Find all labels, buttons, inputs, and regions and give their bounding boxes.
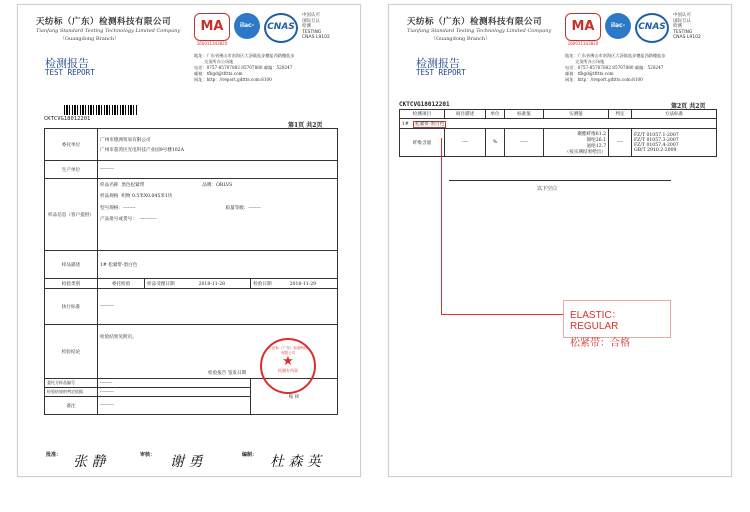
method-cell: FZ/T 01057.1-2007 FZ/T 01057.3-2007 FZ/T 01057.4-2007 GB/T 2910.2-2009 (632, 129, 717, 157)
producer-value: --------- (98, 161, 338, 179)
ilac-logo: ilac-MRA (234, 13, 260, 39)
sample-info: 样品名称 黑色松紧带 品牌：ORLVS 样品规格 织物 0.5米X0.045米1块 型号规格：-------- 质量等级：-------- 产品批号或货号： ----------- (98, 179, 338, 251)
desc-label: 样品描述 (45, 251, 98, 279)
test-date: 检验日期 2018-11-29 (251, 279, 338, 289)
ma-number: 160011343820 (567, 41, 599, 46)
parallel-value: -------- (98, 379, 251, 388)
conclusion-value: 检验结果见附页。 检验报告 签发日期 (98, 325, 338, 379)
results-table (399, 109, 717, 157)
report-title-en: TEST REPORT (416, 68, 466, 77)
header-unit: 单位 (486, 110, 505, 119)
remark-value: --------- (98, 397, 251, 415)
cert-logos (565, 13, 701, 55)
company-name-cn: 天纺标（广东）检测科技有限公司 (407, 17, 543, 27)
company-branch: （Guangdong Branch） (431, 36, 491, 42)
company-contact: 地址：广东省佛山市南海区大沥镇盐步穗盐西路穗盐步 交货所办公场地 电话：0757-85707882 85707880 邮编：528247 邮箱：tfbgd@tfttts.com 网址：http：//report.gdttts.com:8100 (565, 53, 666, 82)
ma-number: 160011343820 (196, 41, 228, 46)
header-desc: 项目描述 (445, 110, 486, 119)
header-measured: 实测值 (544, 110, 609, 119)
approve-label: 批准： (46, 452, 62, 458)
company-name-cn: 天纺标（广东）检测科技有限公司 (36, 17, 172, 27)
report-title-en: TEST REPORT (45, 68, 95, 77)
edit-label: 编制： (242, 452, 258, 458)
highlight-sample-name: 松紧带-黑白色 (415, 121, 445, 127)
pasted-sample: 贴 样 (251, 379, 338, 415)
company-contact: 地址：广东省佛山市南海区大沥镇盐步穗盐西路穗盐步 交货所办公场地 电话：0757-85707882 85707880 邮编：528247 邮箱：tfbgd@tfttts.com 网址：http：//report.gdttts.com:8100 (194, 53, 295, 82)
callout-box (563, 300, 671, 349)
header-std: 标准值 (505, 110, 544, 119)
std-cell: ----- (505, 129, 544, 157)
source-value: --------- (98, 388, 251, 397)
official-stamp: 天纺标（广东）检测科技有限公司 ★ 检测专用章 (260, 338, 316, 394)
receive-date: 样品受理日期 2018-11-28 (145, 279, 251, 289)
desc-value: 1# 松紧带-黑白色 (98, 251, 338, 279)
test-type-label: 检验类别 (45, 279, 98, 289)
cert-logos (194, 13, 330, 55)
approve-signature: 张 静 (73, 454, 106, 470)
measured-cell: 聚酯纤维61.2 锦纶26.1 氨纶12.7 （按实测结果给出） (544, 129, 609, 157)
producer-label: 生产单位 (45, 161, 98, 179)
standard-value: --------- (98, 289, 338, 325)
ma-logo: MA (565, 13, 601, 41)
ilac-logo: ilac-MRA (605, 13, 631, 39)
issue-date: 检验报告 签发日期 (208, 371, 247, 376)
report-page-1 (17, 4, 361, 477)
verdict-cell: ---- (609, 129, 632, 157)
report-page-2 (388, 4, 732, 477)
page-indicator: 第2页 共2页 (671, 103, 706, 110)
page-indicator: 第1页 共2页 (288, 122, 323, 129)
desc-cell: ---- (445, 129, 486, 157)
header-method: 方法标准 (632, 110, 717, 119)
end-line (449, 180, 671, 181)
edit-signature: 杜 森 英 (270, 454, 321, 470)
conclusion-label: 检验结论 (45, 325, 98, 379)
parallel-label: 委托方样品编号 (45, 379, 98, 388)
callout-line-1: ELASTIC：REGULAR (570, 310, 622, 332)
client-value: 广州市德洲贸易有限公司 广州市荔湾区光电科技产业园9号楼102A (98, 129, 338, 161)
company-name-en: Tianfang Standard Testing Technology Limited Company (36, 28, 181, 34)
header-verdict: 判定 (609, 110, 632, 119)
report-title-cn: 检测报告 (416, 57, 460, 70)
stamp-star-icon: ★ (282, 354, 294, 369)
report-number: CKTCVG18012201 (44, 116, 91, 122)
remark-label: 备注 (45, 397, 98, 415)
cnas-logo: CNAS (635, 13, 669, 43)
report-number: CKTCVG18012201 (399, 101, 450, 108)
sample-row: 1# 松紧带-黑白色 (400, 119, 717, 129)
client-label: 委托单位 (45, 129, 98, 161)
standard-label: 执行标准 (45, 289, 98, 325)
item-cell: 纤维含量 (400, 129, 445, 157)
review-label: 审核： (140, 452, 156, 458)
cnas-text: 中国认可 国际互认 检测 TESTING CNAS L9102 (302, 13, 330, 40)
callout-leader-vertical (441, 138, 442, 314)
callout-line-2: 松紧带：合格 (570, 338, 630, 349)
cnas-text: 中国认可 国际互认 检测 TESTING CNAS L9102 (673, 13, 701, 40)
test-type: 委托检验 (98, 279, 145, 289)
blank-below: 以下空白 (537, 186, 558, 192)
report-title-cn: 检测报告 (45, 57, 89, 70)
review-signature: 谢 勇 (170, 454, 203, 470)
cnas-logo: CNAS (264, 13, 298, 43)
company-name-en: Tianfang Standard Testing Technology Limited Company (407, 28, 552, 34)
sample-label: 样品信息（客户提供） (45, 179, 98, 251)
source-label: 检验结果的判定依据 (45, 388, 98, 397)
unit-cell: % (486, 129, 505, 157)
header-item: 检测项目 (400, 110, 445, 119)
company-branch: （Guangdong Branch） (60, 36, 120, 42)
barcode (64, 105, 138, 115)
ma-logo: MA (194, 13, 230, 41)
callout-leader-horizontal (441, 314, 563, 315)
